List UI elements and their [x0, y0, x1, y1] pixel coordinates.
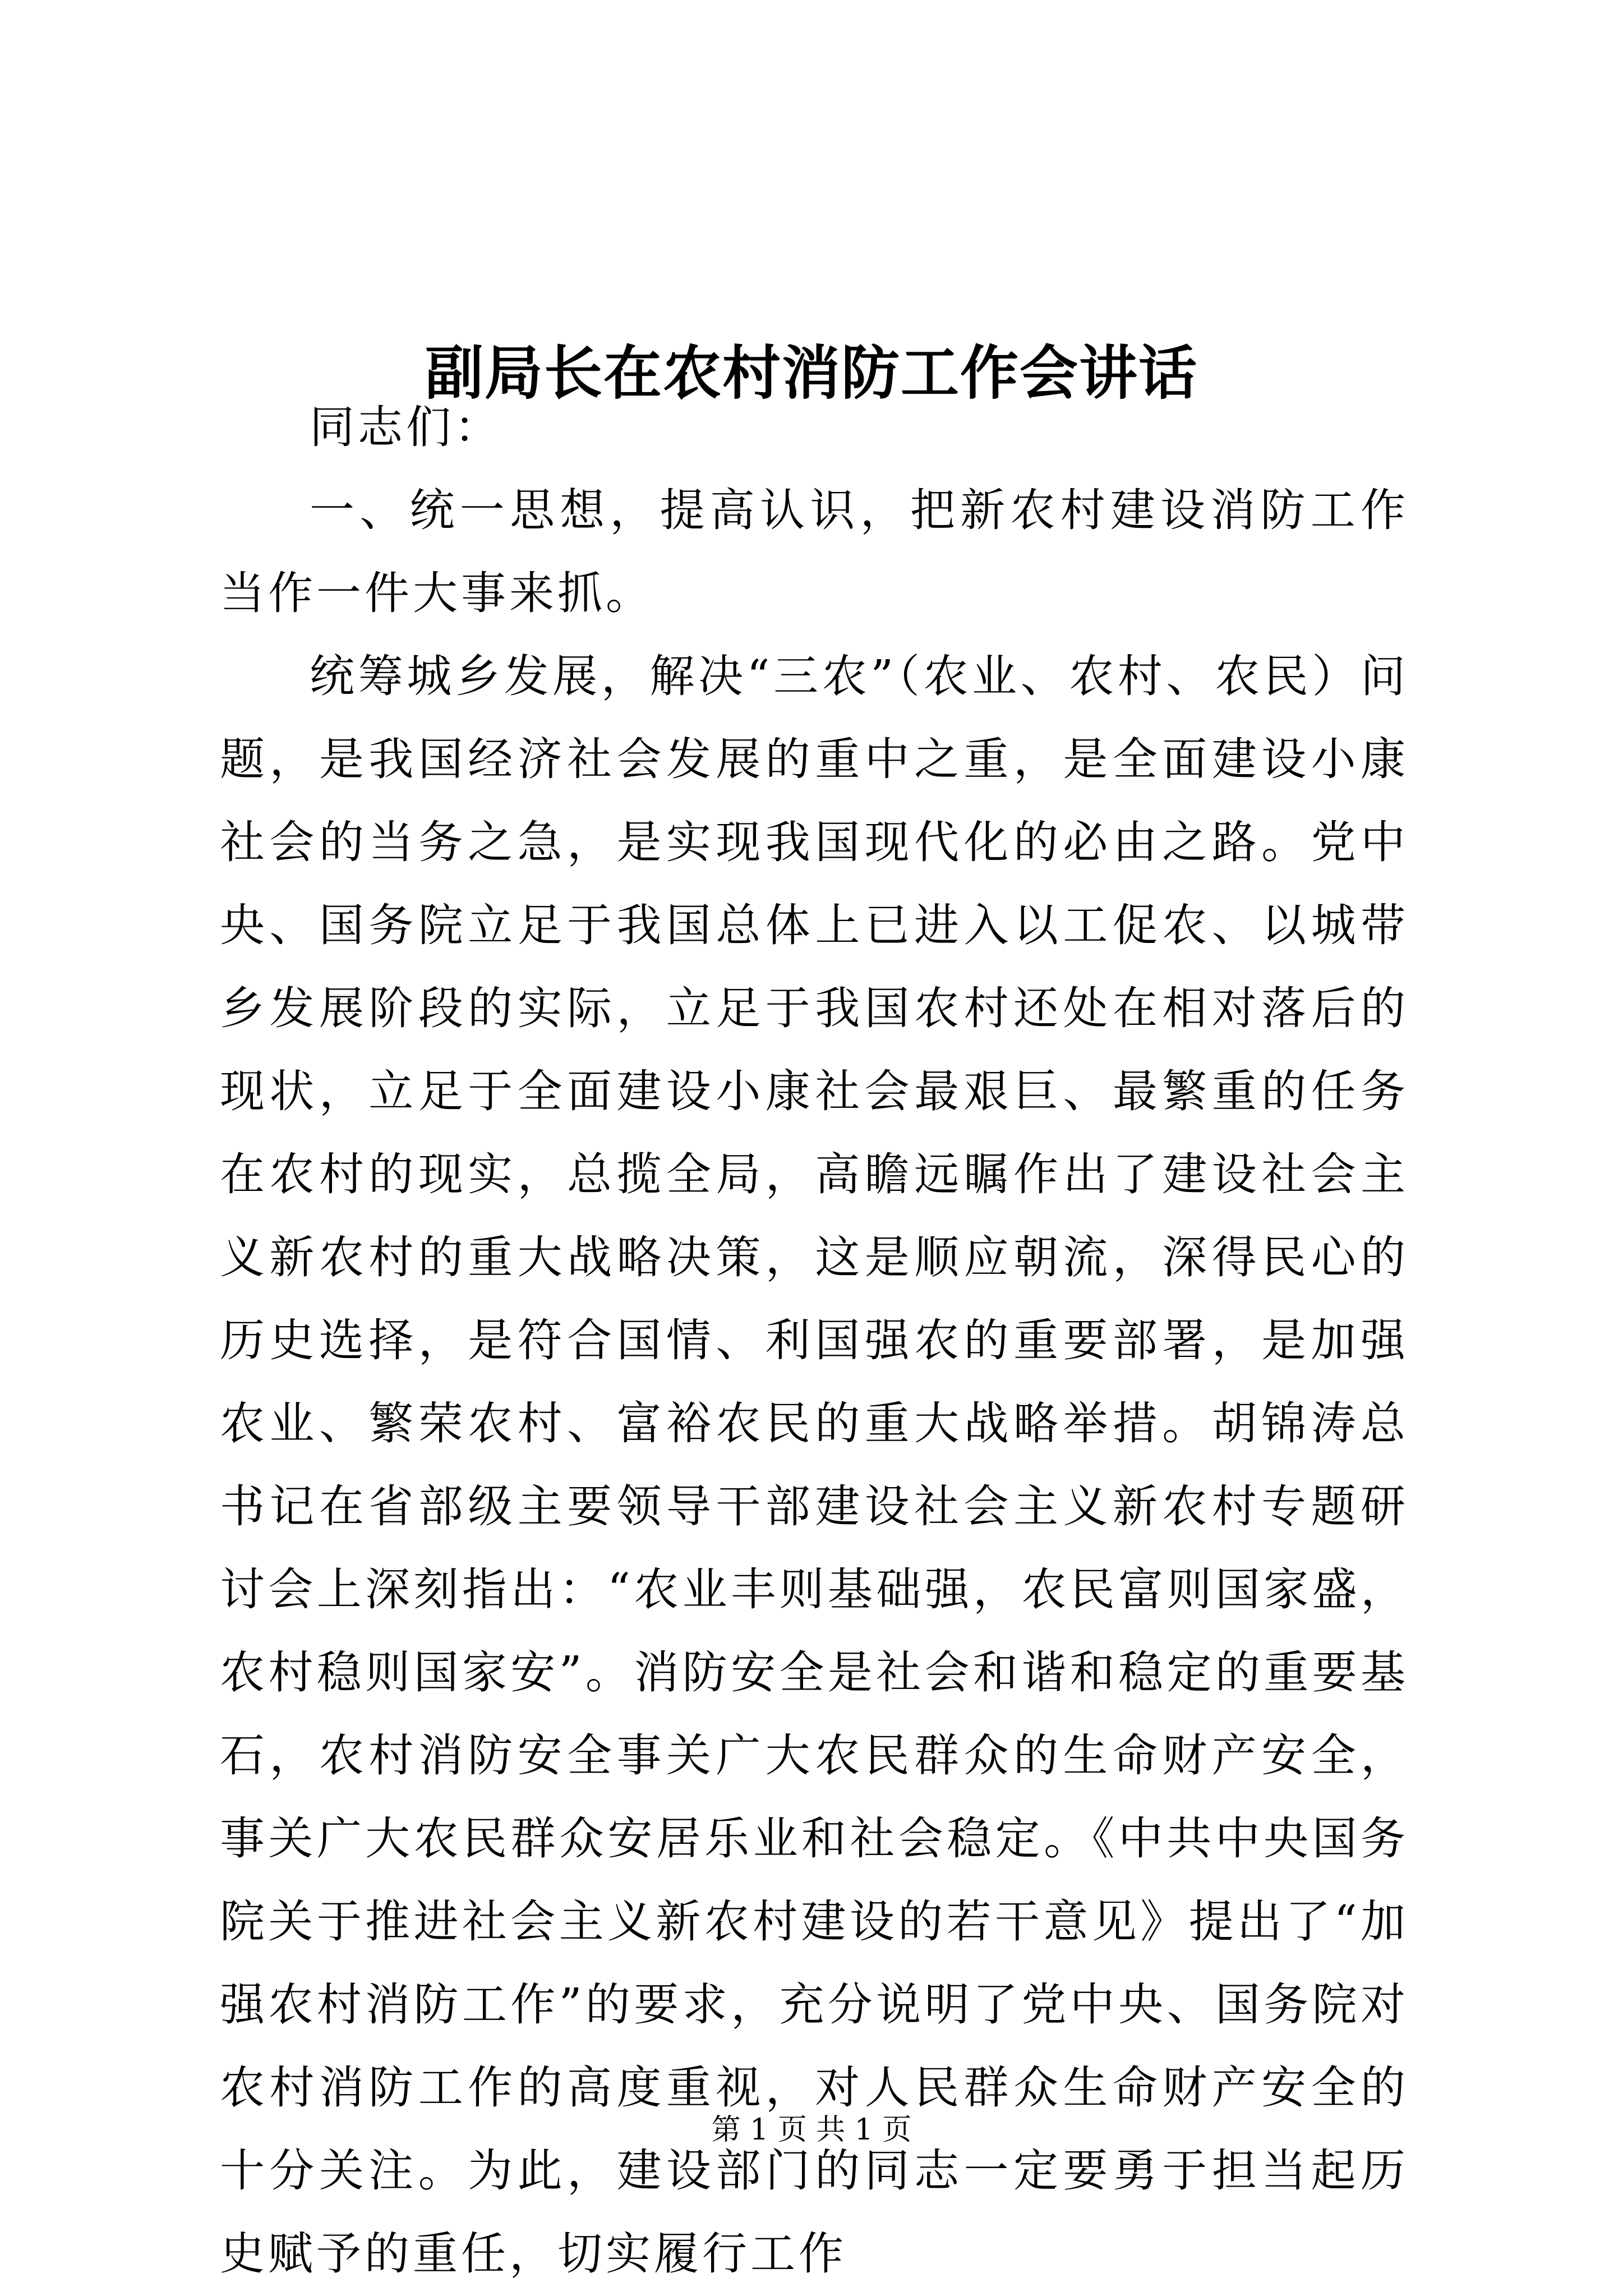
greeting: 同志们： — [310, 401, 502, 453]
document-body — [220, 386, 1409, 2295]
page-number: 第 1 页 共 1 页 — [711, 2113, 912, 2147]
body-paragraph: 统筹城乡发展，解决“三农”（农业、农村、农民）问题，是我国经济社会发展的重中之重，是全面建设小康社会的当务之急，是实现我国现代化的必由之路。党中央、国务院立足于我国总体上已进入以工促农、以城带乡发展阶段的实际，立足于我国农村还处在相对落后的现状，立足于全面建设小康社会最艰巨、最繁重的任务在农村的现实，总揽全局，高瞻远瞩作出了建设社会主义新农村的重大战略决策，这是顺应朝流，深得民心的历史选择，是符合国情、利国强农的重要部署，是加强农业、繁荣农村、富裕农民的重大战略举措。胡锦涛总书记在省部级主要领导干部建设社会主义新农村专题研讨会上深刻指出：“农业丰则基础强，农民富则国家盛，农村稳则国家安”。消防安全是社会和谐和稳定的重要基石，农村消防安全事关广大农民群众的生命财产安全，事关广大农民群众安居乐业和社会稳定。《中共中央国务院关于推进社会主义新农村建设的若干意见》提出了“加强农村消防工作”的要求，充分说明了党中央、国务院对农村消防工作的高度重视，对人民群众生命财产安全的十分关注。为此，建设部门的同志一定要勇于担当起历史赋予的重任，切实履行工作 — [220, 650, 1409, 2280]
section-heading: 一、统一思想，提高认识，把新农村建设消防工作当作一件大事来抓。 — [220, 484, 1409, 619]
document-title: 副局长在农村消防工作会讲话 — [425, 338, 1198, 407]
